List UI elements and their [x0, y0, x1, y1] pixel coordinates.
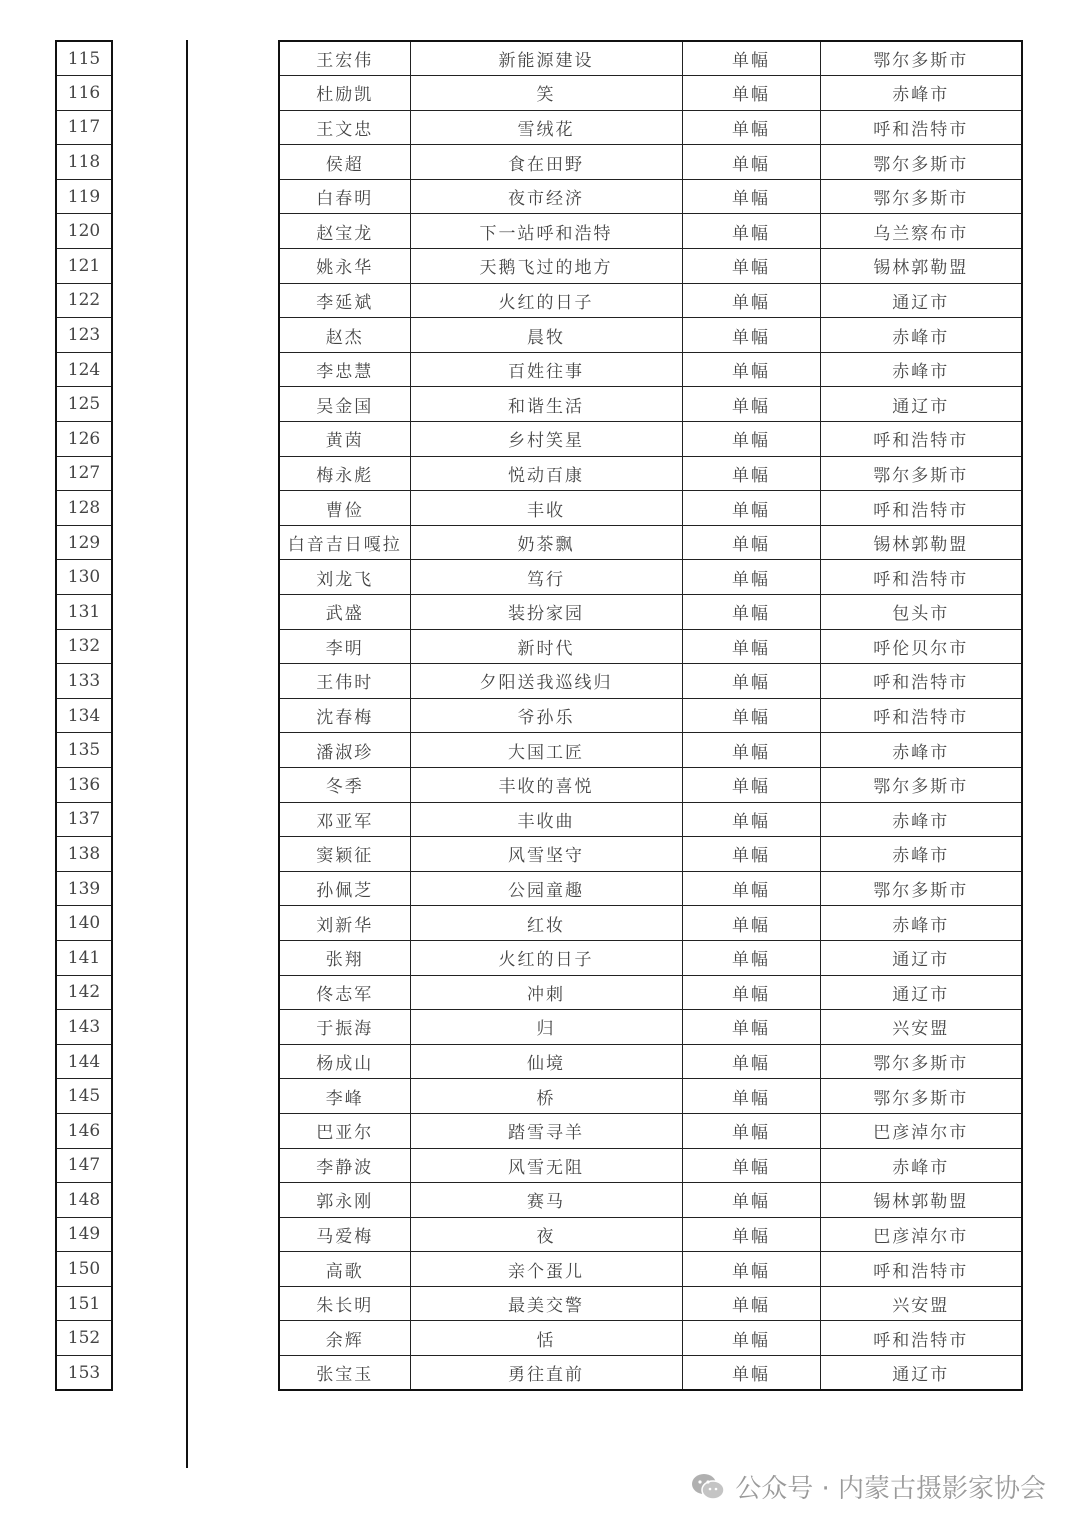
- work-title-cell: 笑: [410, 76, 682, 111]
- work-type-cell: 单幅: [682, 525, 820, 560]
- work-type-cell: 单幅: [682, 767, 820, 802]
- table-row: [279, 1183, 1022, 1218]
- region-cell: 鄂尔多斯市: [820, 767, 1022, 802]
- work-title-cell: 新时代: [410, 629, 682, 664]
- region-cell: 乌兰察布市: [820, 214, 1022, 249]
- region-cell: 鄂尔多斯市: [820, 1079, 1022, 1114]
- row-number-cell: 150: [56, 1252, 112, 1287]
- number-row: [56, 110, 112, 145]
- row-number-cell: 137: [56, 802, 112, 837]
- author-name-cell: 刘新华: [279, 906, 410, 941]
- number-row: [56, 179, 112, 214]
- table-row: [279, 491, 1022, 526]
- number-row: [56, 906, 112, 941]
- row-number-cell: 131: [56, 595, 112, 630]
- author-name-cell: 王文忠: [279, 110, 410, 145]
- table-row: [279, 698, 1022, 733]
- number-row: [56, 352, 112, 387]
- table-row: [279, 664, 1022, 699]
- number-row: [56, 1252, 112, 1287]
- number-row: [56, 975, 112, 1010]
- author-name-cell: 李忠慧: [279, 352, 410, 387]
- work-title-cell: 夕阳送我巡线归: [410, 664, 682, 699]
- row-number-cell: 117: [56, 110, 112, 145]
- work-title-cell: 大国工匠: [410, 733, 682, 768]
- author-name-cell: 李延斌: [279, 283, 410, 318]
- row-number-cell: 139: [56, 871, 112, 906]
- work-title-cell: 赛马: [410, 1183, 682, 1218]
- number-row: [56, 318, 112, 353]
- region-cell: 呼和浩特市: [820, 422, 1022, 457]
- region-cell: 通辽市: [820, 283, 1022, 318]
- number-row: [56, 1286, 112, 1321]
- work-title-cell: 火红的日子: [410, 283, 682, 318]
- work-type-cell: 单幅: [682, 456, 820, 491]
- row-number-cell: 118: [56, 145, 112, 180]
- author-name-cell: 赵杰: [279, 318, 410, 353]
- table-row: [279, 1044, 1022, 1079]
- work-title-cell: 奶茶飘: [410, 525, 682, 560]
- work-title-cell: 仙境: [410, 1044, 682, 1079]
- region-cell: 巴彦淖尔市: [820, 1113, 1022, 1148]
- row-number-cell: 132: [56, 629, 112, 664]
- number-row: [56, 1321, 112, 1356]
- number-row: [56, 214, 112, 249]
- number-row: [56, 422, 112, 457]
- row-number-cell: 141: [56, 940, 112, 975]
- work-type-cell: 单幅: [682, 906, 820, 941]
- number-row: [56, 1010, 112, 1045]
- work-type-cell: 单幅: [682, 837, 820, 872]
- number-row: [56, 1217, 112, 1252]
- table-row: [279, 76, 1022, 111]
- work-type-cell: 单幅: [682, 940, 820, 975]
- author-name-cell: 姚永华: [279, 249, 410, 284]
- region-cell: 赤峰市: [820, 733, 1022, 768]
- table-row: [279, 1113, 1022, 1148]
- region-cell: 赤峰市: [820, 837, 1022, 872]
- work-title-cell: 悦动百康: [410, 456, 682, 491]
- work-type-cell: 单幅: [682, 1148, 820, 1183]
- region-cell: 巴彦淖尔市: [820, 1217, 1022, 1252]
- table-row: [279, 387, 1022, 422]
- row-number-cell: 135: [56, 733, 112, 768]
- work-type-cell: 单幅: [682, 1252, 820, 1287]
- row-number-cell: 120: [56, 214, 112, 249]
- number-row: [56, 145, 112, 180]
- author-name-cell: 张宝玉: [279, 1356, 410, 1391]
- region-cell: 呼和浩特市: [820, 110, 1022, 145]
- table-row: [279, 1217, 1022, 1252]
- table-row: [279, 1252, 1022, 1287]
- row-number-cell: 145: [56, 1079, 112, 1114]
- work-type-cell: 单幅: [682, 1113, 820, 1148]
- table-row: [279, 767, 1022, 802]
- region-cell: 呼和浩特市: [820, 698, 1022, 733]
- work-type-cell: 单幅: [682, 179, 820, 214]
- work-title-cell: 百姓往事: [410, 352, 682, 387]
- work-title-cell: 丰收曲: [410, 802, 682, 837]
- author-name-cell: 侯超: [279, 145, 410, 180]
- watermark-text: 公众号 · 内蒙古摄影家协会: [735, 1474, 1046, 1504]
- author-name-cell: 李静波: [279, 1148, 410, 1183]
- region-cell: 赤峰市: [820, 1148, 1022, 1183]
- number-column-body: [56, 41, 112, 1390]
- table-row: [279, 145, 1022, 180]
- author-name-cell: 王伟时: [279, 664, 410, 699]
- entries-table: [278, 40, 1023, 1391]
- region-cell: 通辽市: [820, 940, 1022, 975]
- table-row: [279, 249, 1022, 284]
- number-row: [56, 1113, 112, 1148]
- number-row: [56, 560, 112, 595]
- author-name-cell: 李峰: [279, 1079, 410, 1114]
- author-name-cell: 王宏伟: [279, 41, 410, 76]
- region-cell: 呼和浩特市: [820, 1252, 1022, 1287]
- region-cell: 兴安盟: [820, 1286, 1022, 1321]
- author-name-cell: 吴金国: [279, 387, 410, 422]
- number-row: [56, 733, 112, 768]
- number-row: [56, 249, 112, 284]
- author-name-cell: 李明: [279, 629, 410, 664]
- table-row: [279, 560, 1022, 595]
- work-title-cell: 丰收: [410, 491, 682, 526]
- table-row: [279, 629, 1022, 664]
- region-cell: 呼伦贝尔市: [820, 629, 1022, 664]
- row-number-cell: 123: [56, 318, 112, 353]
- work-type-cell: 单幅: [682, 145, 820, 180]
- work-title-cell: 笃行: [410, 560, 682, 595]
- row-number-cell: 130: [56, 560, 112, 595]
- table-row: [279, 595, 1022, 630]
- work-title-cell: 下一站呼和浩特: [410, 214, 682, 249]
- row-number-cell: 136: [56, 767, 112, 802]
- region-cell: 呼和浩特市: [820, 560, 1022, 595]
- row-number-cell: 127: [56, 456, 112, 491]
- work-type-cell: 单幅: [682, 1217, 820, 1252]
- table-row: [279, 110, 1022, 145]
- region-cell: 鄂尔多斯市: [820, 456, 1022, 491]
- row-number-cell: 153: [56, 1356, 112, 1391]
- author-name-cell: 白春明: [279, 179, 410, 214]
- work-title-cell: 勇往直前: [410, 1356, 682, 1391]
- region-cell: 赤峰市: [820, 906, 1022, 941]
- region-cell: 赤峰市: [820, 76, 1022, 111]
- work-type-cell: 单幅: [682, 1010, 820, 1045]
- region-cell: 呼和浩特市: [820, 491, 1022, 526]
- number-row: [56, 525, 112, 560]
- work-type-cell: 单幅: [682, 1286, 820, 1321]
- region-cell: 呼和浩特市: [820, 664, 1022, 699]
- watermark: [691, 1468, 1046, 1505]
- region-cell: 鄂尔多斯市: [820, 1044, 1022, 1079]
- row-number-cell: 133: [56, 664, 112, 699]
- number-row: [56, 1148, 112, 1183]
- work-title-cell: 风雪无阻: [410, 1148, 682, 1183]
- number-row: [56, 283, 112, 318]
- number-row: [56, 629, 112, 664]
- wechat-icon: [691, 1472, 725, 1502]
- number-row: [56, 1044, 112, 1079]
- author-name-cell: 黄茵: [279, 422, 410, 457]
- work-title-cell: 最美交警: [410, 1286, 682, 1321]
- region-cell: 通辽市: [820, 1356, 1022, 1391]
- row-number-cell: 147: [56, 1148, 112, 1183]
- work-type-cell: 单幅: [682, 733, 820, 768]
- row-number-cell: 119: [56, 179, 112, 214]
- row-number-cell: 116: [56, 76, 112, 111]
- work-title-cell: 新能源建设: [410, 41, 682, 76]
- work-title-cell: 夜: [410, 1217, 682, 1252]
- table-row: [279, 837, 1022, 872]
- table-row: [279, 1356, 1022, 1391]
- work-title-cell: 红妆: [410, 906, 682, 941]
- work-type-cell: 单幅: [682, 387, 820, 422]
- table-row: [279, 871, 1022, 906]
- number-row: [56, 1079, 112, 1114]
- region-cell: 锡林郭勒盟: [820, 525, 1022, 560]
- author-name-cell: 巴亚尔: [279, 1113, 410, 1148]
- row-number-cell: 124: [56, 352, 112, 387]
- work-title-cell: 归: [410, 1010, 682, 1045]
- region-cell: 鄂尔多斯市: [820, 871, 1022, 906]
- author-name-cell: 冬季: [279, 767, 410, 802]
- table-row: [279, 41, 1022, 76]
- work-type-cell: 单幅: [682, 1356, 820, 1391]
- work-title-cell: 冲刺: [410, 975, 682, 1010]
- row-number-cell: 142: [56, 975, 112, 1010]
- work-title-cell: 桥: [410, 1079, 682, 1114]
- work-type-cell: 单幅: [682, 698, 820, 733]
- work-title-cell: 火红的日子: [410, 940, 682, 975]
- work-type-cell: 单幅: [682, 595, 820, 630]
- work-type-cell: 单幅: [682, 214, 820, 249]
- number-row: [56, 76, 112, 111]
- work-title-cell: 天鹅飞过的地方: [410, 249, 682, 284]
- number-row: [56, 837, 112, 872]
- region-cell: 鄂尔多斯市: [820, 145, 1022, 180]
- region-cell: 通辽市: [820, 387, 1022, 422]
- number-row: [56, 802, 112, 837]
- region-cell: 锡林郭勒盟: [820, 249, 1022, 284]
- work-type-cell: 单幅: [682, 560, 820, 595]
- author-name-cell: 赵宝龙: [279, 214, 410, 249]
- row-number-cell: 134: [56, 698, 112, 733]
- work-title-cell: 踏雪寻羊: [410, 1113, 682, 1148]
- author-name-cell: 马爱梅: [279, 1217, 410, 1252]
- table-row: [279, 179, 1022, 214]
- row-number-cell: 143: [56, 1010, 112, 1045]
- work-title-cell: 恬: [410, 1321, 682, 1356]
- work-type-cell: 单幅: [682, 802, 820, 837]
- work-title-cell: 爷孙乐: [410, 698, 682, 733]
- region-cell: 鄂尔多斯市: [820, 179, 1022, 214]
- table-row: [279, 1286, 1022, 1321]
- author-name-cell: 杜励凯: [279, 76, 410, 111]
- work-title-cell: 乡村笑星: [410, 422, 682, 457]
- work-type-cell: 单幅: [682, 422, 820, 457]
- work-type-cell: 单幅: [682, 975, 820, 1010]
- number-row: [56, 456, 112, 491]
- work-type-cell: 单幅: [682, 249, 820, 284]
- work-type-cell: 单幅: [682, 41, 820, 76]
- work-title-cell: 和谐生活: [410, 387, 682, 422]
- author-name-cell: 余辉: [279, 1321, 410, 1356]
- region-cell: 鄂尔多斯市: [820, 41, 1022, 76]
- work-title-cell: 丰收的喜悦: [410, 767, 682, 802]
- row-number-cell: 151: [56, 1286, 112, 1321]
- table-row: [279, 525, 1022, 560]
- row-number-cell: 138: [56, 837, 112, 872]
- table-row: [279, 214, 1022, 249]
- row-number-cell: 148: [56, 1183, 112, 1218]
- row-number-cell: 146: [56, 1113, 112, 1148]
- row-number-cell: 125: [56, 387, 112, 422]
- work-type-cell: 单幅: [682, 318, 820, 353]
- author-name-cell: 佟志军: [279, 975, 410, 1010]
- column-divider: [186, 40, 188, 1468]
- region-cell: 通辽市: [820, 975, 1022, 1010]
- table-row: [279, 1148, 1022, 1183]
- row-number-cell: 140: [56, 906, 112, 941]
- row-number-cell: 115: [56, 41, 112, 76]
- table-row: [279, 422, 1022, 457]
- number-row: [56, 41, 112, 76]
- author-name-cell: 杨成山: [279, 1044, 410, 1079]
- table-row: [279, 1079, 1022, 1114]
- work-type-cell: 单幅: [682, 629, 820, 664]
- work-title-cell: 雪绒花: [410, 110, 682, 145]
- table-row: [279, 802, 1022, 837]
- work-type-cell: 单幅: [682, 110, 820, 145]
- number-row: [56, 387, 112, 422]
- author-name-cell: 刘龙飞: [279, 560, 410, 595]
- row-number-cell: 122: [56, 283, 112, 318]
- work-title-cell: 食在田野: [410, 145, 682, 180]
- entries-table-body: [279, 41, 1022, 1390]
- region-cell: 兴安盟: [820, 1010, 1022, 1045]
- work-title-cell: 晨牧: [410, 318, 682, 353]
- author-name-cell: 于振海: [279, 1010, 410, 1045]
- table-row: [279, 1321, 1022, 1356]
- author-name-cell: 孙佩芝: [279, 871, 410, 906]
- work-type-cell: 单幅: [682, 1079, 820, 1114]
- table-row: [279, 352, 1022, 387]
- work-type-cell: 单幅: [682, 664, 820, 699]
- region-cell: 呼和浩特市: [820, 1321, 1022, 1356]
- row-number-cell: 144: [56, 1044, 112, 1079]
- author-name-cell: 高歌: [279, 1252, 410, 1287]
- region-cell: 赤峰市: [820, 318, 1022, 353]
- work-type-cell: 单幅: [682, 352, 820, 387]
- work-type-cell: 单幅: [682, 1183, 820, 1218]
- author-name-cell: 沈春梅: [279, 698, 410, 733]
- work-type-cell: 单幅: [682, 76, 820, 111]
- author-name-cell: 武盛: [279, 595, 410, 630]
- author-name-cell: 梅永彪: [279, 456, 410, 491]
- work-title-cell: 风雪坚守: [410, 837, 682, 872]
- work-type-cell: 单幅: [682, 283, 820, 318]
- row-number-cell: 129: [56, 525, 112, 560]
- region-cell: 赤峰市: [820, 802, 1022, 837]
- work-title-cell: 装扮家园: [410, 595, 682, 630]
- author-name-cell: 潘淑珍: [279, 733, 410, 768]
- work-title-cell: 夜市经济: [410, 179, 682, 214]
- table-row: [279, 1010, 1022, 1045]
- number-row: [56, 595, 112, 630]
- author-name-cell: 邓亚军: [279, 802, 410, 837]
- number-row: [56, 767, 112, 802]
- number-row: [56, 698, 112, 733]
- region-cell: 锡林郭勒盟: [820, 1183, 1022, 1218]
- work-type-cell: 单幅: [682, 1321, 820, 1356]
- author-name-cell: 白音吉日嘎拉: [279, 525, 410, 560]
- row-number-cell: 126: [56, 422, 112, 457]
- table-row: [279, 283, 1022, 318]
- table-row: [279, 456, 1022, 491]
- author-name-cell: 郭永刚: [279, 1183, 410, 1218]
- number-row: [56, 1356, 112, 1391]
- row-number-cell: 121: [56, 249, 112, 284]
- table-row: [279, 975, 1022, 1010]
- table-row: [279, 733, 1022, 768]
- work-title-cell: 亲个蛋儿: [410, 1252, 682, 1287]
- table-row: [279, 318, 1022, 353]
- region-cell: 赤峰市: [820, 352, 1022, 387]
- work-type-cell: 单幅: [682, 871, 820, 906]
- table-row: [279, 940, 1022, 975]
- row-number-cell: 149: [56, 1217, 112, 1252]
- author-name-cell: 朱长明: [279, 1286, 410, 1321]
- number-row: [56, 940, 112, 975]
- row-number-cell: 128: [56, 491, 112, 526]
- work-type-cell: 单幅: [682, 491, 820, 526]
- author-name-cell: 曹俭: [279, 491, 410, 526]
- row-number-cell: 152: [56, 1321, 112, 1356]
- number-row: [56, 871, 112, 906]
- work-type-cell: 单幅: [682, 1044, 820, 1079]
- author-name-cell: 窦颖征: [279, 837, 410, 872]
- work-title-cell: 公园童趣: [410, 871, 682, 906]
- number-row: [56, 664, 112, 699]
- author-name-cell: 张翔: [279, 940, 410, 975]
- number-row: [56, 1183, 112, 1218]
- number-column-table: [55, 40, 113, 1391]
- number-row: [56, 491, 112, 526]
- region-cell: 包头市: [820, 595, 1022, 630]
- table-row: [279, 906, 1022, 941]
